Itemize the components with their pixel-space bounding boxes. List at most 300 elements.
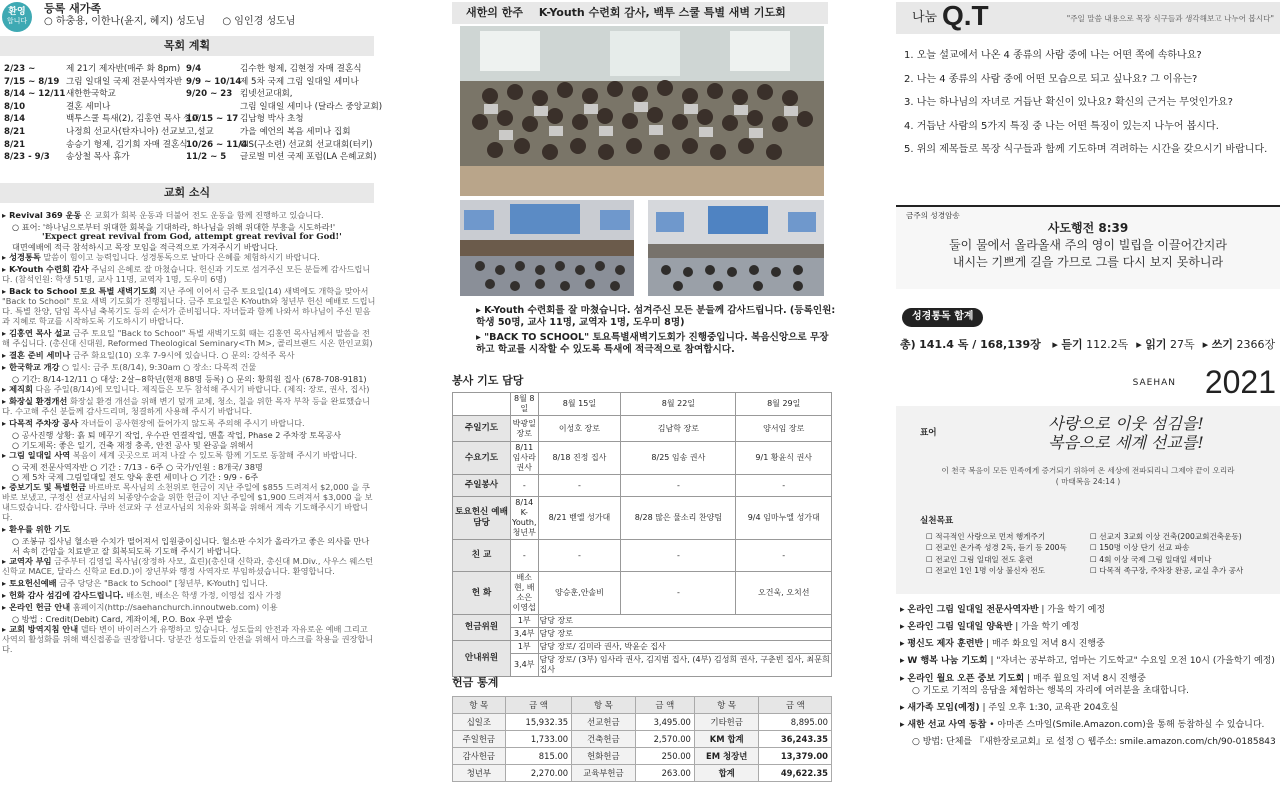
duty-cell: - (736, 540, 832, 572)
schedule-date: 9/20 ~ 23 (186, 89, 233, 100)
duty-role: 토요헌신 예배담당 (453, 497, 511, 540)
duty-role: 주일기도 (453, 416, 511, 442)
duty-cell: - (621, 540, 736, 572)
news-item (2, 556, 376, 576)
notice-title: 온라인 그림 일대일 양육반 (907, 622, 1013, 633)
news-item (2, 524, 376, 534)
reading-total-label: 총) (900, 338, 916, 351)
duty-part: 1부 (511, 615, 539, 628)
notice-title: 온라인 그림 일대일 전문사역자반 (907, 605, 1039, 615)
news-item-body: 금주 토요일 "Back to School" 특별 새벽기도회 때는 김홍연 목사님께서 말씀을 전해 주십니다. (총신대 신대원, Reformed Theological Seminary<Th M>, 콜리브랜드 시온 한인교회) (2, 328, 373, 349)
news-item-body: 지난 주에 이어서 금주 토요일(14) 새벽에도 개학을 맞아서 "Back to School" 토요 새벽 기도회가 진행됩니다. 금주 토요일은 K-Youth와 청년부 헌신 예배로 드립니다. 특별 찬양, 담임 목사님 축복기도 등의 순서가 준비됩니다. 자녀들과 함께 나와서 하나님이 주신 믿음과 지혜로 학교를 시작하도록 기도하시기 바랍니다. (2, 286, 376, 327)
news-item-title: 김홍연 목사 설교 (9, 328, 71, 339)
money-amount: 815.00 (505, 748, 571, 765)
duty-row (453, 540, 832, 572)
schedule-left (4, 89, 186, 102)
vision-verse (896, 466, 1280, 487)
reading-stat-value: 112.2독 (1086, 338, 1129, 351)
reading-stat-label: 듣기 (1061, 338, 1083, 351)
news-item-body: 말씀이 힘이고 능력입니다. 성경통독으로 날마다 은혜를 체험하시기 바랍니다. (43, 252, 320, 263)
money-amount: 3,495.00 (635, 714, 694, 731)
news-item-title: 교회 방역지침 안내 (9, 624, 79, 635)
notice-title: 새가족 모임(예정) (907, 702, 980, 713)
schedule-right (186, 127, 374, 140)
news-item-body: 금주 당당은 "Back to School" [청년부, K-Youth] 입니다. (59, 578, 268, 589)
duty-header-row (453, 393, 832, 416)
duty-date: 8월 8일 (511, 393, 539, 416)
schedule-row (4, 89, 374, 102)
money-header-row (453, 697, 832, 714)
news-item-body: 자녀들이 공사현장에 들어가지 않도록 주의해 주시기 바랍니다. (80, 418, 305, 429)
practice-goal: ☐ 다목적 족구장, 주차장 완공, 교실 추가 공사 (1090, 566, 1276, 575)
notice-title: 새한 선교 사역 동참 (907, 719, 987, 730)
news-item-title: 중보기도 및 특별헌금 (9, 482, 87, 493)
news-item-body: 델타 변이 바이러스가 유행하고 있습니다. 성도들의 안전과 자유로운 예배 그리고 사역의 활성화를 위해 백신접종을 권장합니다. 당분간 성도들의 안전을 위해서 마스크를 착용을 권장합니다. (2, 624, 374, 655)
money-header: 항 목 (572, 697, 636, 714)
duty-cell: 9/1 황윤식 권사 (736, 442, 832, 475)
schedule-date: 8/14 (4, 114, 26, 125)
news-motto: 'Expect great revival from God, attempt great revival for God!' (42, 232, 342, 242)
practice-goals (926, 532, 1276, 576)
offering-table (452, 696, 832, 782)
notice-detail: ○ 기도로 기적의 응답을 체험하는 행복의 자리에 여러분을 초대합니다. (912, 685, 1190, 696)
schedule-right (186, 114, 374, 127)
qt-subtitle: "주일 말씀 내용으로 목장 식구들과 생각해보고 나누어 봅시다" (1066, 14, 1274, 23)
notice-text: • 아마존 스마일(Smile.Amazon.com)을 통해 동참하실 수 있습니다. (986, 719, 1265, 730)
schedule-event: 결혼 세미나 (66, 101, 111, 112)
vision-verse-text: 이 천국 복음이 모든 민족에게 증거되기 위하여 온 세상에 전파되리니 그제야 끝이 오리라 (941, 466, 1235, 475)
schedule-date: 10/15 ~ 17 (186, 114, 239, 125)
practice-goal: ☐ 4회 이상 국제 그림 일대일 세미나 (1090, 555, 1276, 564)
duty-cell: - (538, 540, 621, 572)
money-header: 항 목 (453, 697, 506, 714)
news-item-title: Back to School 토요 특별 새벽기도회 (9, 286, 157, 297)
schedule-left (4, 140, 186, 153)
duty-row (453, 442, 832, 475)
news-item-body: 바르바로 목사님의 소천위로 헌금이 지난 주일에 $855 드려져서 $2,000 을 쿠바로 보냈고, 구정신 선교사님의 뇌종양수술을 위한 헌금이 지난 주일에 $1,900 드려져서 $3,000 을 보내드렸습니다. 감사합니다. 쿠바 선교와 구 선교사님의 치유와 회복을 위해서 계속 기도해주시기 바랍니다. (2, 482, 373, 523)
notice-item: ▸ 온라인 그림 일대일 양육반 | 가을 학기 예정 (900, 622, 1080, 633)
worship-photo-right (648, 200, 824, 296)
notice-item: ▸ 새가족 모임(예정) | 주일 오후 1:30, 교육관 204호실 (900, 702, 1119, 713)
schedule-event: 김남형 박사 초청 (240, 114, 304, 125)
duty-row (453, 572, 832, 615)
schedule-event: 그림 일대일 국제 전문사역자반 (66, 76, 183, 87)
duty-cell: 오건욱, 오치선 (736, 572, 832, 615)
reading-stat-label: 쓰기 (1211, 338, 1233, 351)
duty-title: 봉사 기도 담당 (452, 374, 524, 387)
notice-title: 온라인 월요 오픈 중보 기도회 (907, 673, 1025, 684)
qt-big: Q.T (942, 0, 989, 31)
schedule-date: 8/10 (4, 101, 26, 112)
schedule-row (4, 77, 374, 90)
reading-stat: ▸ 쓰기 2366장 (1202, 338, 1276, 351)
news-item (2, 418, 376, 428)
vision-title (986, 414, 1266, 452)
news-item-body: 화장실 환경 개선을 위해 변기 덮개 교체, 청소, 칠을 위한 목자 부착 등을 완료했습니다. 수고해 주신 분들께 감사드리며, 청결하게 사용해 주시기 바랍니다. (2, 396, 370, 417)
news-item (2, 482, 376, 522)
news-detail: ○ 기간: 8/14-12/11 ○ 대상: 2살~8학년(현재 88명 등록) ○ 문의: 황희원 집사 (678-708-9181) (12, 374, 367, 385)
news-item-body: ○ 일시: 금주 토(8/14), 9:30am ○ 장소: 다목적 건물 (62, 362, 257, 373)
news-item-body: 다음 주일(8/14)에 모입니다. 제직들은 모두 참석해 주시기 바랍니다. (제직: 장로, 권사, 집사) (35, 384, 370, 395)
schedule-row (4, 114, 374, 127)
news-item (2, 602, 376, 612)
schedule-event: 백투스쿨 특새(2), 김홍연 목사 설교 (66, 114, 200, 125)
practice-goal: ☐ 전교인 온가족 성경 2독, 듣기 등 200독 (926, 543, 1090, 552)
photo-caption: ▸ K-Youth 수련회를 잘 마쳤습니다. 섬겨주신 모든 분들께 감사드립니다. (등록인원: 학생 50명, 교사 11명, 교역자 1명, 도우미 8명) (476, 305, 836, 330)
duty-part: 3,4부 (511, 654, 539, 677)
duty-cell: 이성호 장로 (538, 416, 621, 442)
news-item (2, 590, 376, 600)
qt-label: 나눔 (912, 10, 938, 25)
schedule-event: 송승기 형제, 김기희 자매 결혼식 (66, 139, 188, 150)
duty-role: 수요기도 (453, 442, 511, 475)
duty-cell: 8/25 임송 권사 (621, 442, 736, 475)
money-row (453, 714, 832, 731)
duty-row (453, 416, 832, 442)
duty-row (453, 615, 832, 628)
duty-role: 친 교 (453, 540, 511, 572)
notice-item: ▸ 온라인 그림 일대일 전문사역자반 | 가을 학기 예정 (900, 605, 1106, 615)
schedule-event: 김수한 형제, 김현정 자매 결혼식 (240, 64, 362, 74)
money-header: 금 액 (505, 697, 571, 714)
duty-row (453, 641, 832, 654)
money-item: 선교헌금 (572, 714, 636, 731)
verse-text (896, 237, 1280, 271)
news-item-body: 금주부터 김영일 목사님(장정하 사모, 효린)(총신대 신학과, 총신대 M.Div., 사우스 웨스턴 신학교 MACE, 달라스 신학교 Ed.D.)이 장년부와 행정 사역자로 부임하셨습니다. 환영합니다. (2, 556, 374, 577)
news-item-title: 토요헌신예배 (9, 578, 57, 589)
news-detail: ○ 기도제목: 좋은 일기, 건축 재정 충족, 안전 공사 및 완공을 위해서 (12, 440, 254, 451)
notice-text: | 가을 학기 예정 (1012, 622, 1080, 633)
duty-part: 3,4부 (511, 628, 539, 641)
money-item: 합계 (694, 765, 759, 782)
reading-total: 141.4 독 / 168,139장 (919, 338, 1041, 351)
schedule-event: 글로벌 미션 국제 포럼(LA 은혜교회) (240, 152, 377, 163)
money-row (453, 748, 832, 765)
group-photo (460, 26, 824, 196)
duty-cell: - (538, 475, 621, 497)
vision-title-line: 사랑으로 이웃 섬김을! (1048, 414, 1204, 433)
money-item: 건축헌금 (572, 731, 636, 748)
schedule-left (4, 64, 186, 77)
schedule-event: 제 5차 국제 그림 일대일 세미나 (240, 76, 359, 87)
schedule-right (186, 101, 383, 115)
schedule-event: 가을 예언의 복음 세미나 집회 (240, 126, 351, 137)
memory-verse (896, 205, 1280, 289)
schedule-event: 킴넷선교대회, (240, 89, 293, 100)
duty-role: 안내위원 (453, 641, 511, 677)
money-amount: 13,379.00 (759, 748, 832, 765)
duty-cell: - (511, 475, 539, 497)
notice-item: ▸ 온라인 월요 오픈 중보 기도회 | 매주 월요일 저녁 8시 진행중 (900, 673, 1146, 684)
brand-name: SAEHAN (1132, 378, 1176, 388)
news-item-title: 결혼 준비 세미나 (9, 350, 71, 361)
practice-goal: ☐ 전교인 1인 1명 이상 불신자 전도 (926, 566, 1090, 575)
schedule-right (186, 64, 374, 77)
money-amount: 2,270.00 (505, 765, 571, 782)
notice-title: W 행복 나눔 기도회 (907, 656, 988, 667)
notice-item: ▸ 새한 선교 사역 동참 • 아마존 스마일(Smile.Amazon.com)을 통해 동참하실 수 있습니다. (900, 719, 1265, 730)
schedule-right (186, 140, 374, 153)
news-item (2, 286, 376, 326)
duty-cell: 담당 장로/ 김미라 권사, 박윤순 집사 (538, 641, 831, 654)
duty-role: 헌금위원 (453, 615, 511, 641)
news-detail: ○ 방법 : Credit(Debit) Card, 계좌이체, P.O. Box 우편 발송 (12, 614, 233, 625)
news-detail: ○ 공사진행 상황: 흙 퇴 메꾸기 작업, 우수관 연결작업, 맨홀 작업, Phase 2 주차장 토목공사 (12, 430, 341, 441)
news-item (2, 350, 376, 360)
news-detail: 대면예배에 적극 참석하시고 목장 모임을 적극적으로 가져주시기 바랍니다. (12, 242, 279, 253)
schedule-date: 7/15 ~ 8/19 (4, 76, 60, 87)
money-header: 금 액 (635, 697, 694, 714)
news-item (2, 264, 376, 284)
schedule-date: 8/23 - 9/3 (4, 152, 50, 163)
schedule-right (186, 77, 374, 90)
money-amount: 250.00 (635, 748, 694, 765)
bible-reading-pill: 성경통독 합계 (902, 308, 983, 327)
news-item (2, 384, 376, 394)
news-item-body: 배소현, 배소은 학생 가정, 이영섭 집사 가정 (126, 590, 282, 601)
duty-cell: 양승훈,안솔비 (538, 572, 621, 615)
money-title: 헌금 통계 (452, 676, 499, 689)
schedule-date: 9/9 ~ 10/14 (186, 76, 242, 87)
duty-cell: 8/28 많은 물소리 찬양팀 (621, 497, 736, 540)
photo-captions (476, 305, 836, 359)
schedule-event: 나정희 선교사(탄자니아) 선교보고,설교 (66, 126, 214, 137)
duty-date: 8월 15일 (538, 393, 621, 416)
reading-stat: ▸ 읽기 27독 (1136, 338, 1195, 351)
money-amount: 15,932.35 (505, 714, 571, 731)
qt-questions (904, 50, 1280, 168)
money-item: 주일헌금 (453, 731, 506, 748)
news-item-title: 한국학교 개강 (9, 362, 60, 373)
vision-verse-ref: ( 마태복음 24:14 ) (1055, 476, 1121, 486)
money-item: 헌화헌금 (572, 748, 636, 765)
news-item-title: Revival 369 운동 (9, 210, 82, 220)
news-title: 교회 소식 (0, 183, 374, 203)
verse-line: 내시는 기쁘게 길을 가므로 그를 다시 보지 못하니라 (952, 254, 1224, 269)
duty-row (453, 475, 832, 497)
news-item-title: K-Youth 수련회 감사 (9, 264, 89, 275)
money-item: 기타헌금 (694, 714, 759, 731)
left-column (0, 0, 383, 812)
welcome-line1: 환영 (8, 7, 26, 18)
reading-stat-value: 27독 (1170, 338, 1195, 351)
verse-label: 금주의 성경암송 (906, 211, 960, 220)
schedule-date: 9/4 (186, 64, 202, 74)
new-family-names (44, 16, 309, 29)
duty-cell: 9/4 임마누엘 성가대 (736, 497, 832, 540)
schedule-event: CIS(구소련) 선교회 선교대회(터키) (240, 139, 373, 150)
notices-list (900, 604, 1280, 753)
schedule-event: 그림 일대일 세미나 (달라스 중앙교회) (240, 101, 383, 112)
qt-question: 1. 오늘 설교에서 나온 4 종류의 사람 중에 나는 어떤 쪽에 속하나요? (904, 50, 1202, 61)
duty-cell: 8/18 진정 집사 (538, 442, 621, 475)
duty-corner (453, 393, 511, 416)
vision-title-line: 복음으로 세계 선교를! (1048, 433, 1204, 453)
practice-goal: ☐ 전교인 그림 일대일 전도 훈련 (926, 555, 1090, 564)
money-amount: 1,733.00 (505, 731, 571, 748)
news-detail: ○ 조봉규 집사님 혈소판 수치가 떨어져서 입원중이십니다. 혈소판 수치가 올라가고 좋은 의사를 만나서 속히 간암을 치료받고 잘 회복되도록 기도해 주시기 바랍니다. (12, 536, 370, 557)
news-item (2, 210, 376, 220)
notice-title: 평신도 제자 훈련반 (907, 639, 984, 650)
brand-year: 2021 (1204, 364, 1276, 400)
schedule-left (4, 77, 186, 90)
money-item: 교육부헌금 (572, 765, 636, 782)
money-amount: 49,622.35 (759, 765, 832, 782)
verse-line: 둘이 물에서 올라올새 주의 영이 빌립을 이끌어간지라 (949, 238, 1227, 252)
schedule-row (4, 101, 383, 115)
practice-label: 실천목표 (920, 516, 954, 526)
duty-cell: 8/11 임사라 권사 (511, 442, 539, 475)
duty-cell: - (621, 572, 736, 615)
schedule-date: 2/23 ~ (4, 64, 36, 74)
news-item-title: 교역자 부임 (9, 556, 52, 567)
bible-reading-stats (900, 338, 1283, 352)
schedule-date: 10/26 ~ 11/4 (186, 139, 248, 150)
schedule-left (4, 126, 214, 140)
practice-goal: ☐ 적극적인 사랑으로 먼저 행게주기 (926, 532, 1090, 541)
schedule-right (186, 152, 377, 165)
practice-goal: ☐ 선교지 3교회 이상 건축(200교회건축운동) (1090, 532, 1276, 541)
news-item (2, 328, 376, 348)
photo-title-main: 새한의 한주 (466, 6, 523, 19)
money-header: 항 목 (694, 697, 759, 714)
practice-goal: ☐ 150명 이상 단기 선교 파송 (1090, 543, 1276, 552)
reading-stat: ▸ 듣기 112.2독 (1052, 338, 1129, 351)
news-item-body: 주님의 은혜로 잘 마쳤습니다. 헌신과 기도로 섬겨주신 모든 분들께 감사드립니다. (참석인원: 학생 51명, 교사 11명, 교역자 1명, 도우미 6명) (2, 264, 371, 285)
money-item: 청년부 (453, 765, 506, 782)
duty-cell: - (736, 475, 832, 497)
schedule-date: 11/2 ~ 5 (186, 152, 227, 163)
worship-photo-left (460, 200, 634, 296)
photo-caption: ▸ "BACK TO SCHOOL" 토요특별새벽기도회가 진행중입니다. 복음신앙으로 무장하고 학교를 시작할 수 있도록 특새에 적극적으로 참여합시다. (476, 332, 836, 357)
qt-question: 4. 거듭난 사람의 5가지 특징 중 나는 어떤 특징이 있는지 나누어 봅시다. (904, 120, 1219, 132)
duty-cell: - (621, 475, 736, 497)
new-family-title: 등록 새가족 (44, 2, 101, 15)
right-column (896, 0, 1280, 812)
news-item-body: 복음이 세계 곳곳으로 퍼져 나갈 수 있도록 함께 기도로 동참해 주시기 바랍니다. (72, 450, 358, 461)
schedule-right (186, 89, 374, 102)
vision-box (896, 406, 1280, 594)
notice-text: | 매주 화요일 저녁 8시 진행중 (983, 639, 1105, 650)
duty-cell: 배소현, 배소은 이영섭 (511, 572, 539, 615)
news-item (2, 624, 376, 654)
money-item: 감사헌금 (453, 748, 506, 765)
schedule-event: 송상철 목사 휴가 (66, 152, 130, 163)
schedule-left (4, 114, 200, 127)
money-item: KM 합계 (694, 731, 759, 748)
qt-question: 5. 위의 제목들로 목장 식구들과 함께 기도하며 격려하는 시간을 갖으시기 바랍니다. (904, 144, 1268, 155)
news-item-title: 그림 일대일 사역 (9, 450, 71, 461)
news-item-title: 다목적 주차장 공사 (9, 418, 79, 429)
news-item-title: 화장실 환경개선 (9, 396, 68, 407)
duty-cell: - (511, 540, 539, 572)
notice-item: ▸ 평신도 제자 훈련반 | 매주 화요일 저녁 8시 진행중 (900, 639, 1105, 650)
news-item (2, 252, 376, 262)
welcome-line2: 합니다 (6, 17, 28, 26)
schedule-event: 새한한국학교 (66, 89, 116, 100)
news-detail: ○ 표어: '하나님으로부터 위대한 회복을 기대하라, 하나님을 위해 위대한 부흥을 시도하라!' (12, 222, 336, 232)
news-item (2, 396, 376, 416)
news-item (2, 450, 376, 460)
notice-text: | 매주 월요일 저녁 8시 진행중 (1024, 673, 1146, 684)
vision-label: 표어 (920, 428, 937, 438)
duty-cell: 8/14 K-Youth, 청년부 (511, 497, 539, 540)
schedule-row (4, 152, 377, 165)
photo-section-title (452, 2, 828, 24)
money-item: 십일조 (453, 714, 506, 731)
schedule-date: 8/21 (4, 139, 26, 150)
new-family-name: ○ 하충용, 이한나(윤지, 혜지) 성도님 (44, 16, 206, 27)
news-item-title: 제직회 (9, 384, 33, 395)
new-family-name: ○ 임인경 성도님 (222, 16, 296, 27)
duty-role: 주일봉사 (453, 475, 511, 497)
news-item-title: 환우를 위한 기도 (9, 524, 71, 535)
qt-question: 3. 나는 하나님의 자녀로 거듭난 확신이 있나요? 확신의 근거는 무엇인가요? (904, 97, 1233, 108)
money-item: EM 청장년 (694, 748, 759, 765)
news-item (2, 362, 376, 372)
money-header: 금 액 (759, 697, 832, 714)
news-list (2, 210, 376, 656)
news-detail: ○ 제 5차 국제 그림일대일 전도 양육 훈련 세미나 ○ 기간 : 9/9 - 6주 (12, 472, 259, 483)
duty-cell: 담당 장로 (538, 628, 831, 641)
money-amount: 2,570.00 (635, 731, 694, 748)
schedule-left (4, 152, 186, 165)
schedule-title: 목회 계획 (0, 36, 374, 56)
schedule-row (4, 127, 374, 140)
notice-item: ▸ W 행복 나눔 기도회 | "자녀는 공부하고, 엄마는 기도학교" 수요일 오전 10시 (가을학기 예정) (900, 656, 1275, 667)
schedule-date: 8/14 ~ 12/11 (4, 89, 66, 100)
duty-cell: 담당 장로/ (3부) 임사라 권사, 김지범 집사, (4부) 김성희 권사, 구춘빈 집사, 최문희 집사 (538, 654, 831, 677)
news-item-body: 금주 화요일(10) 오후 7-9시에 있습니다. ○ 문의: 강석주 목사 (72, 350, 295, 361)
money-row (453, 731, 832, 748)
duty-table (452, 392, 832, 677)
news-item-body: 온 교회가 회복 운동과 더불어 전도 운동을 함께 진행하고 있습니다. (84, 210, 324, 220)
duty-cell: 김남학 장로 (621, 416, 736, 442)
middle-column (452, 0, 834, 812)
news-item-title: 온라인 헌금 안내 (9, 602, 71, 613)
notice-text: | 주일 오후 1:30, 교육관 204호실 (979, 702, 1119, 713)
schedule-list (4, 64, 383, 165)
money-amount: 8,895.00 (759, 714, 832, 731)
news-item-title: 헌화 감사 섬김에 감사드립니다. (9, 590, 124, 601)
schedule-event: 제 21기 제자반(매주 화 8pm) (66, 64, 181, 74)
duty-cell: 8/21 벧엘 성가대 (538, 497, 621, 540)
duty-row (453, 497, 832, 540)
welcome-badge (2, 2, 32, 32)
qt-header (896, 2, 1280, 34)
photo-title-sub: K-Youth 수련회 감사, 백투 스쿨 특별 새벽 기도회 (538, 6, 786, 19)
money-amount: 263.00 (635, 765, 694, 782)
reading-stat-value: 2366장 (1236, 338, 1276, 351)
notice-detail: ○ 방법: 단체를 『새한장로교회』로 설정 ○ 웹주소: smile.amazon.com/ch/90-0185843 (912, 737, 1276, 748)
duty-cell: 양서임 장로 (736, 416, 832, 442)
money-row (453, 765, 832, 782)
duty-role: 헌 화 (453, 572, 511, 615)
duty-cell: 담당 장로 (538, 615, 831, 628)
notice-text: | "자녀는 공부하고, 엄마는 기도학교" 수요일 오전 10시 (가을학기 예정) (987, 656, 1275, 667)
schedule-row (4, 64, 374, 77)
news-item (2, 578, 376, 588)
schedule-row (4, 140, 374, 153)
duty-part: 1부 (511, 641, 539, 654)
money-amount: 36,243.35 (759, 731, 832, 748)
news-detail: ○ 국제 전문사역자반 ○ 기간 : 7/13 - 6주 ○ 국가/인원 : 8개국/ 38명 (12, 462, 263, 473)
qt-question: 2. 나는 4 종류의 사람 중에 어떤 모습으로 되고 싶나요? 그 이유는? (904, 73, 1198, 85)
news-item-title: 성경통독 (9, 252, 41, 263)
verse-reference: 사도행전 8:39 (1047, 221, 1129, 235)
duty-date: 8월 22일 (621, 393, 736, 416)
duty-date: 8월 29일 (736, 393, 832, 416)
